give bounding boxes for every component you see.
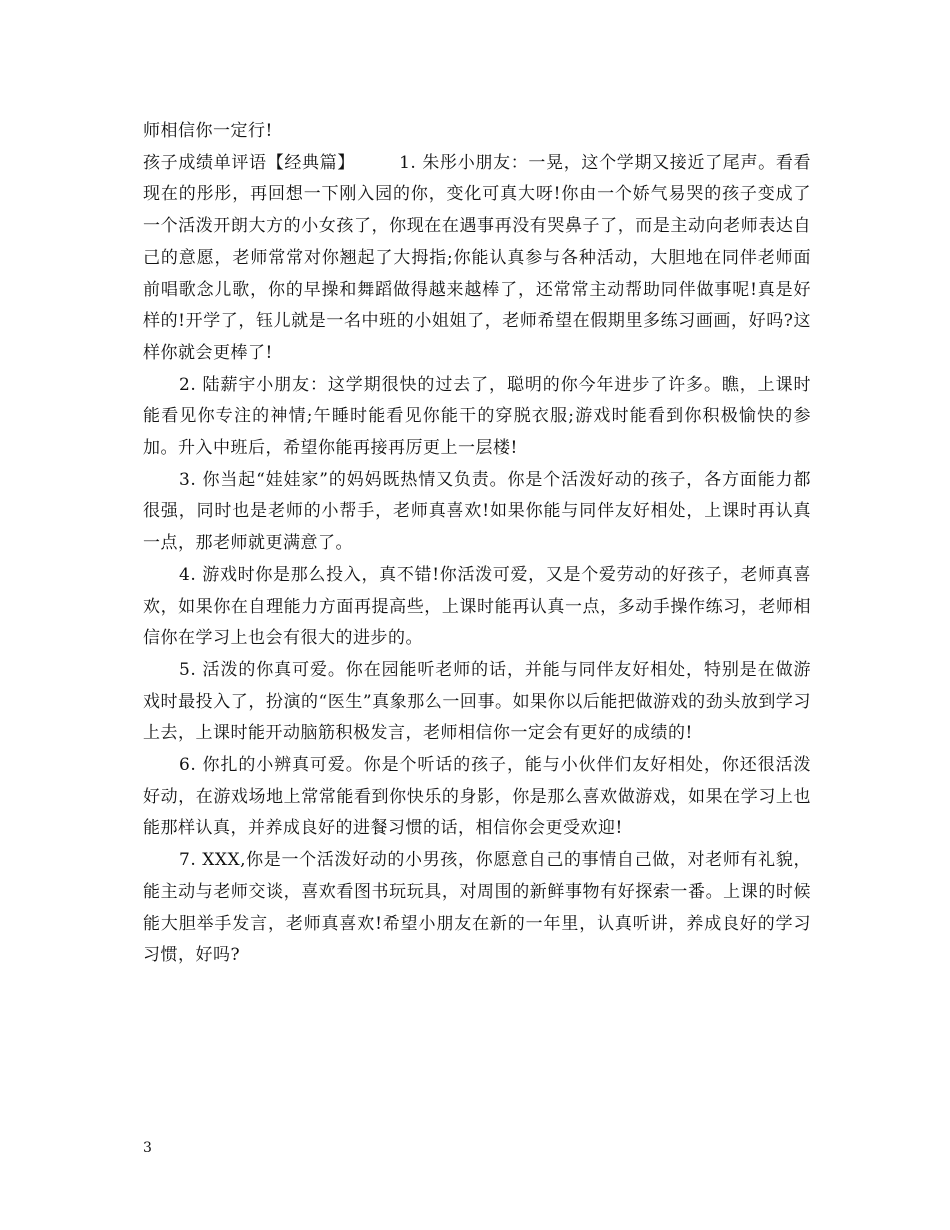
paragraph-3: 3. 你当起“娃娃家”的妈妈既热情又负责。你是个活泼好动的孩子，各方面能力都很强，同时也是老师的小帮手，老师真喜欢!如果你能与同伴友好相处，上课时再认真一点，那老师就更满意了。 <box>143 469 811 554</box>
paragraph-1-text: 1. 朱彤小朋友：一晃，这个学期又接近了尾声。看看现在的彤彤，再回想一下刚入园的你，变化可真大呀!你由一个娇气易哭的孩子变成了一个活泼开朗大方的小女孩了，你现在在遇事再没有哭鼻子了，而是主动向老师表达自己的意愿，老师常常对你翘起了大拇指;你能认真参与各种活动，大胆地在同伴老师面前唱歌念儿歌，你的早操和舞蹈做得越来越棒了，还常常主动帮助同伴做事呢!真是好样的!开学了，钰儿就是一名中班的小姐姐了，老师希望在假期里多练习画画，好吗?这样你就会更棒了! <box>143 152 812 363</box>
paragraph-6: 6. 你扎的小辨真可爱。你是个听话的孩子，能与小伙伴们友好相处，你还很活泼好动，在游戏场地上常常能看到你快乐的身影，你是那么喜欢做游戏，如果在学习上也能那样认真，并养成良好的进餐习惯的话，相信你会更受欢迎! <box>143 755 811 839</box>
page-number: 3 <box>143 1140 152 1156</box>
paragraph-5: 5. 活泼的你真可爱。你在园能听老师的话，并能与同伴友好相处，特别是在做游戏时最投入了，扮演的“医生”真象那么一回事。如果你以后能把做游戏的劲头放到学习上去，上课时能开动脑筋积极发言，老师相信你一定会有更好的成绩的! <box>143 659 811 744</box>
paragraph-4: 4. 游戏时你是那么投入，真不错!你活泼可爱，又是个爱劳动的好孩子，老师真喜欢，如果你在自理能力方面再提高些，上课时能再认真一点，多动手操作练习，老师相信你在学习上也会有很大的进步的。 <box>143 564 811 649</box>
paragraph-1 <box>143 148 811 370</box>
paragraph-7: 7. XXX,你是一个活泼好动的小男孩，你愿意自己的事情自己做，对老师有礼貌，能主动与老师交谈，喜欢看图书玩玩具，对周围的新鲜事物有好探索一番。上课的时候能大胆举手发言，老师真喜欢!希望小朋友在新的一年里，认真听讲，养成良好的学习习惯，好吗? <box>143 850 811 966</box>
document-body <box>143 116 811 972</box>
paragraph-2: 2. 陆薪宇小朋友：这学期很快的过去了，聪明的你今年进步了许多。瞧，上课时能看见你专注的神情;午睡时能看见你能干的穿脱衣服;游戏时能看到你积极愉快的参加。升入中班后，希望你能再接再厉更上一层楼! <box>143 374 811 459</box>
continuation-line: 师相信你一定行! <box>143 121 273 141</box>
section-heading: 孩子成绩单评语【经典篇】 <box>143 152 356 173</box>
